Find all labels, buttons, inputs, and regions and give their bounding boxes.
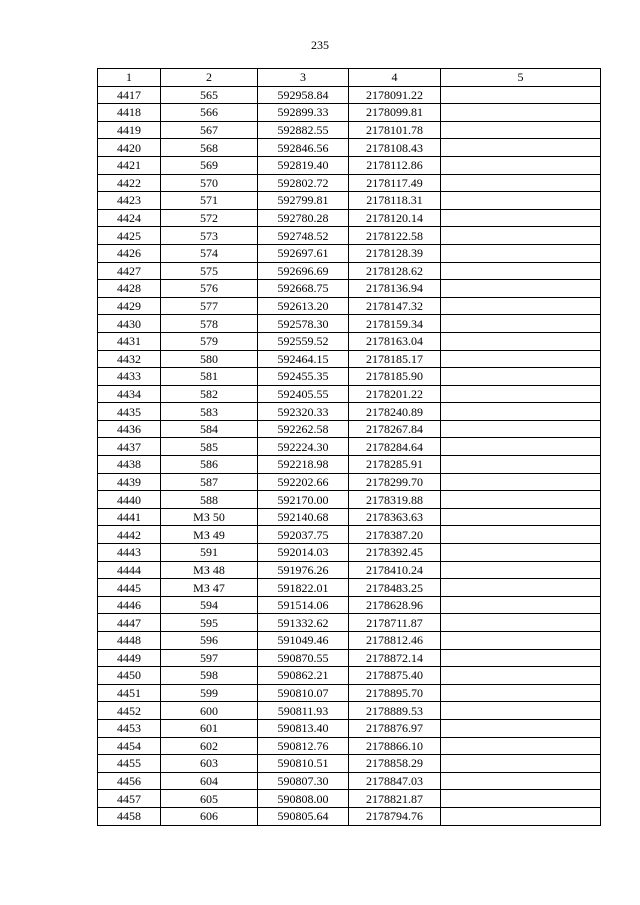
table-cell: 573 [161,227,258,245]
table-cell: 575 [161,262,258,280]
column-header: 1 [98,69,161,87]
table-row [98,315,601,333]
table-row [98,807,601,825]
table-cell: 592802.72 [258,174,349,192]
table-cell: 591822.01 [258,579,349,597]
table-cell: 590811.93 [258,702,349,720]
table-cell: 581 [161,368,258,386]
table-cell: 2178285.91 [349,456,441,474]
table-cell [441,632,601,650]
table-cell: 2178363.63 [349,508,441,526]
table-cell: 582 [161,385,258,403]
table-cell: 4439 [98,473,161,491]
table-cell: 4450 [98,667,161,685]
table-row [98,579,601,597]
table-cell: 585 [161,438,258,456]
table-cell: 603 [161,755,258,773]
table-cell: 2178120.14 [349,209,441,227]
table-cell: 2178284.64 [349,438,441,456]
table-cell: МЗ 50 [161,508,258,526]
table-row [98,350,601,368]
table-cell [441,508,601,526]
table-cell [441,438,601,456]
table-cell: 587 [161,473,258,491]
table-cell: 4456 [98,772,161,790]
table-cell [441,579,601,597]
table-cell: 592697.61 [258,244,349,262]
table-cell: 591049.46 [258,632,349,650]
table-cell: 595 [161,614,258,632]
table-cell: 4424 [98,209,161,227]
table-cell: МЗ 48 [161,561,258,579]
table-cell: 4458 [98,807,161,825]
table-cell: 580 [161,350,258,368]
table-cell: 2178299.70 [349,473,441,491]
table-cell: 586 [161,456,258,474]
table-cell: 4443 [98,544,161,562]
table-row [98,614,601,632]
table-cell: 600 [161,702,258,720]
table-cell: 590813.40 [258,719,349,737]
table-cell [441,139,601,157]
table-cell [441,332,601,350]
table-cell: 4425 [98,227,161,245]
table-row [98,719,601,737]
table-cell: 572 [161,209,258,227]
table-cell: 2178895.70 [349,684,441,702]
table-cell: 2178889.53 [349,702,441,720]
table-cell: 2178410.24 [349,561,441,579]
table-cell: 4451 [98,684,161,702]
table-cell: 4430 [98,315,161,333]
table-cell: 591 [161,544,258,562]
table-row [98,209,601,227]
column-header: 2 [161,69,258,87]
table-cell: 4455 [98,755,161,773]
table-cell: 576 [161,280,258,298]
table-row [98,297,601,315]
table-cell: 4449 [98,649,161,667]
table-row [98,491,601,509]
table-cell: 592799.81 [258,192,349,210]
table-row [98,332,601,350]
table-cell: 605 [161,790,258,808]
table-cell: 592405.55 [258,385,349,403]
table-cell: 4453 [98,719,161,737]
table-cell: 4445 [98,579,161,597]
table-cell: 2178201.22 [349,385,441,403]
table-cell [441,649,601,667]
table-cell: 2178128.62 [349,262,441,280]
table-cell: 2178101.78 [349,121,441,139]
table-cell: 4435 [98,403,161,421]
table-cell [441,403,601,421]
table-cell [441,385,601,403]
table-cell: 599 [161,684,258,702]
table-cell: 570 [161,174,258,192]
table-cell [441,684,601,702]
table-cell [441,315,601,333]
table-cell [441,174,601,192]
table-cell: 4426 [98,244,161,262]
table-cell: 4442 [98,526,161,544]
table-cell [441,121,601,139]
table-cell: 592170.00 [258,491,349,509]
table-cell: 578 [161,315,258,333]
table-cell: 569 [161,156,258,174]
table-cell: 2178099.81 [349,104,441,122]
table-cell [441,420,601,438]
table-cell: 596 [161,632,258,650]
table-cell: 574 [161,244,258,262]
table-cell: 2178240.89 [349,403,441,421]
table-row [98,702,601,720]
table-cell: 592748.52 [258,227,349,245]
table-cell: 583 [161,403,258,421]
table-cell [441,86,601,104]
table-cell: 597 [161,649,258,667]
table-cell: 590807.30 [258,772,349,790]
table-row [98,156,601,174]
table-cell: 2178091.22 [349,86,441,104]
table-row [98,790,601,808]
table-cell: 592613.20 [258,297,349,315]
table-cell: 602 [161,737,258,755]
table-cell: 588 [161,491,258,509]
table-cell: 4417 [98,86,161,104]
table-row [98,755,601,773]
table-row [98,473,601,491]
table-cell: 2178122.58 [349,227,441,245]
table-cell: 2178628.96 [349,596,441,614]
table-row [98,385,601,403]
table-row [98,544,601,562]
table-cell: 592899.33 [258,104,349,122]
column-header: 5 [441,69,601,87]
table-row [98,667,601,685]
table-cell: 4444 [98,561,161,579]
table-cell [441,192,601,210]
table-cell: 592846.56 [258,139,349,157]
table-cell: 4418 [98,104,161,122]
table-cell [441,719,601,737]
table-cell: 4420 [98,139,161,157]
table-cell: 4452 [98,702,161,720]
table-cell: 4433 [98,368,161,386]
table-cell: 2178821.87 [349,790,441,808]
table-cell: 4422 [98,174,161,192]
table-cell: 579 [161,332,258,350]
table-cell: 2178128.39 [349,244,441,262]
table-cell: 4427 [98,262,161,280]
table-cell: 571 [161,192,258,210]
table-cell [441,227,601,245]
table-row [98,772,601,790]
table-cell: 592455.35 [258,368,349,386]
table-cell: 4437 [98,438,161,456]
table-row [98,121,601,139]
table-cell: 4419 [98,121,161,139]
table-cell: 4436 [98,420,161,438]
table-cell: 2178866.10 [349,737,441,755]
table-cell [441,473,601,491]
table-cell: 2178159.34 [349,315,441,333]
table-cell: 2178812.46 [349,632,441,650]
table-row [98,649,601,667]
table-cell: 592014.03 [258,544,349,562]
table-cell: 604 [161,772,258,790]
table-cell [441,737,601,755]
table-cell: 2178147.32 [349,297,441,315]
table-cell [441,209,601,227]
table-row [98,192,601,210]
table-cell: 592320.33 [258,403,349,421]
table-cell [441,561,601,579]
table-row [98,526,601,544]
table-cell: 4429 [98,297,161,315]
table-row [98,86,601,104]
table-cell: 590810.51 [258,755,349,773]
table-cell [441,368,601,386]
table-cell: 4423 [98,192,161,210]
table-cell: 592578.30 [258,315,349,333]
table-cell: 4421 [98,156,161,174]
table-cell: 590812.76 [258,737,349,755]
table-body [98,86,601,825]
table-cell [441,350,601,368]
table-cell [441,104,601,122]
table-cell: 2178136.94 [349,280,441,298]
table-row [98,174,601,192]
table-cell: 591514.06 [258,596,349,614]
table-row [98,280,601,298]
table-cell: 4446 [98,596,161,614]
table-cell: 4448 [98,632,161,650]
table-cell: 592037.75 [258,526,349,544]
table-cell [441,807,601,825]
table-cell: 592218.98 [258,456,349,474]
table-cell: 2178185.90 [349,368,441,386]
table-cell: 4434 [98,385,161,403]
header-row [98,69,601,87]
table-cell: 591976.26 [258,561,349,579]
table-cell: 4428 [98,280,161,298]
table-row [98,632,601,650]
table-cell [441,244,601,262]
table-row [98,262,601,280]
table-cell: 606 [161,807,258,825]
table-cell [441,280,601,298]
table-cell: 568 [161,139,258,157]
table-cell: 4454 [98,737,161,755]
table-cell: 2178163.04 [349,332,441,350]
table-cell: 4457 [98,790,161,808]
table-row [98,456,601,474]
table-cell: 592140.68 [258,508,349,526]
table-cell: 567 [161,121,258,139]
table-row [98,244,601,262]
table-cell: 2178847.03 [349,772,441,790]
table-cell: 590870.55 [258,649,349,667]
table-row [98,737,601,755]
table-cell: 592668.75 [258,280,349,298]
table-row [98,596,601,614]
table-cell: 592464.15 [258,350,349,368]
page-number: 235 [311,38,329,52]
table-cell: 592882.55 [258,121,349,139]
table-cell: 2178872.14 [349,649,441,667]
table-cell: 2178392.45 [349,544,441,562]
table-cell: 4431 [98,332,161,350]
table-cell: 4447 [98,614,161,632]
table-row [98,684,601,702]
column-header: 4 [349,69,441,87]
table-cell [441,596,601,614]
table-cell: 2178267.84 [349,420,441,438]
table-row [98,403,601,421]
table-row [98,104,601,122]
table-cell: 2178711.87 [349,614,441,632]
table-cell: 2178875.40 [349,667,441,685]
table-cell [441,262,601,280]
table-cell: 4441 [98,508,161,526]
table-cell: 2178387.20 [349,526,441,544]
table-cell: 590808.00 [258,790,349,808]
table-cell: 592780.28 [258,209,349,227]
table-cell: 2178876.97 [349,719,441,737]
table-cell: 4440 [98,491,161,509]
table-row [98,227,601,245]
table-cell [441,297,601,315]
table-row [98,508,601,526]
table-cell: 566 [161,104,258,122]
table-cell: 601 [161,719,258,737]
table-cell: 590862.21 [258,667,349,685]
table-cell: 590810.07 [258,684,349,702]
table-cell [441,491,601,509]
table-cell: 598 [161,667,258,685]
table-row [98,368,601,386]
table-cell: 584 [161,420,258,438]
table-row [98,139,601,157]
table-cell: 2178858.29 [349,755,441,773]
table-cell: 592559.52 [258,332,349,350]
table-cell [441,544,601,562]
table-cell: 594 [161,596,258,614]
table-cell [441,702,601,720]
table-cell: МЗ 47 [161,579,258,597]
table-cell [441,156,601,174]
table-cell: 590805.64 [258,807,349,825]
table-cell: 2178112.86 [349,156,441,174]
table-cell [441,790,601,808]
table-cell: 592819.40 [258,156,349,174]
table-cell: 2178483.25 [349,579,441,597]
table-cell: 2178118.31 [349,192,441,210]
table-cell: 577 [161,297,258,315]
table-cell: 2178108.43 [349,139,441,157]
table-cell [441,667,601,685]
table-cell: 2178117.49 [349,174,441,192]
column-header: 3 [258,69,349,87]
table-cell: 4432 [98,350,161,368]
table-cell: 2178794.76 [349,807,441,825]
table-cell: 591332.62 [258,614,349,632]
table-cell: 2178185.17 [349,350,441,368]
table-cell: 592224.30 [258,438,349,456]
table-cell [441,772,601,790]
table-cell: 2178319.88 [349,491,441,509]
table-cell [441,755,601,773]
table-cell: 592262.58 [258,420,349,438]
coordinates-table [97,68,601,826]
table-cell: 592958.84 [258,86,349,104]
table-cell: 592202.66 [258,473,349,491]
table-cell: 592696.69 [258,262,349,280]
table-cell [441,614,601,632]
table-row [98,420,601,438]
table-cell: 4438 [98,456,161,474]
table-row [98,438,601,456]
table-cell: МЗ 49 [161,526,258,544]
table-cell: 565 [161,86,258,104]
table-cell [441,526,601,544]
table-cell [441,456,601,474]
table-row [98,561,601,579]
